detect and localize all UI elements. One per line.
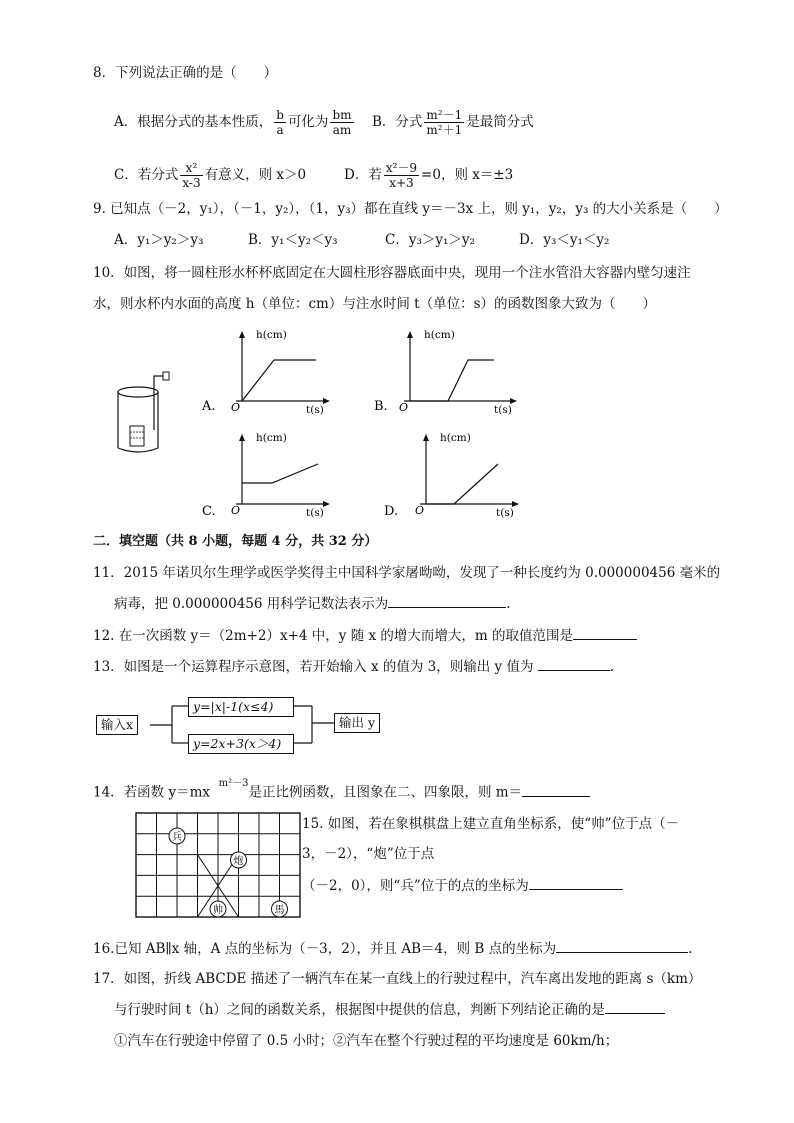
q14-post: 是正比例函数，且图象在二、四象限，则 m＝ [248, 784, 523, 801]
graph-b-xlabel: t(s) [494, 404, 512, 416]
q13 [93, 658, 614, 676]
graph-a [200, 325, 335, 425]
piece-ma [272, 901, 288, 917]
q13-end: . [609, 659, 615, 675]
q8-b-text: B．分式 [372, 114, 423, 130]
q9-option-b: B．y₁＜y₂＜y₃ [248, 232, 338, 248]
piece-bing [169, 828, 185, 844]
q9-option-a: A．y₁＞y₂＞y₃ [114, 232, 204, 248]
q17-line2 [114, 1001, 665, 1019]
q16-answer-blank[interactable] [556, 940, 688, 953]
input-x-box: 输入x [96, 715, 138, 735]
cup-in-container-figure [110, 370, 180, 458]
q16 [93, 940, 692, 958]
q13-text: 13．如图是一个运算程序示意图，若开始输入 x 的值为 3，则输出 y 值为 [93, 659, 534, 675]
q9-stem: 9. 已知点（－2，y₁），（－1，y₂），（1，y₃）都在直线 y＝－3x 上，则 y₁，y₂，y₃ 的大小关系是（ ） [93, 201, 728, 217]
q15-line3 [302, 877, 623, 895]
q8-b-post: 是最简分式 [466, 114, 534, 130]
graph-c-ylabel: h(cm) [256, 432, 287, 444]
piece-shuai [210, 901, 226, 917]
q8-a-mid: 可化为 [287, 114, 329, 130]
graph-c-xlabel: t(s) [306, 507, 324, 519]
q11-text: 病毒，把 0.000000456 用科学记数法表示为 [114, 596, 389, 612]
graph-d-origin: O [415, 504, 425, 517]
q11-answer-blank[interactable] [388, 595, 506, 608]
q8-a-text: A．根据分式的基本性质， [114, 114, 273, 130]
q8-c-post: 有意义，则 x＞0 [204, 167, 307, 183]
q13-answer-blank[interactable] [538, 658, 610, 671]
graph-b-ylabel: h(cm) [424, 329, 455, 341]
q15-answer-blank[interactable] [529, 877, 623, 890]
q15-text: （－2，0），则“兵”位于的点的坐标为 [302, 878, 529, 894]
q8-d-text: D．若 [344, 167, 382, 183]
q8-option-b [372, 108, 534, 137]
graph-b [372, 325, 527, 425]
svg-text:兵: 兵 [172, 832, 182, 843]
q8-stem: 8．下列说法正确的是（ ） [93, 65, 278, 81]
q16-end: . [688, 941, 693, 957]
fraction-b: $\frac{\text{m²－1}}{\text{m²＋1}}$ [426, 108, 463, 137]
q15-line2: 3，－2），“炮”位于点 [302, 846, 435, 862]
formula-box-bottom: y=2x+3(x＞4) [188, 734, 294, 754]
graph-a-line [242, 360, 316, 401]
graph-b-line [410, 360, 494, 401]
q12-text: 12. 在一次函数 y＝（2m+2）x+4 中，y 随 x 的增大而增大，m 的取值范围是 [93, 628, 573, 644]
graph-a-xlabel: t(s) [306, 404, 324, 416]
graph-d-line [426, 464, 498, 504]
q17-line1: 17．如图，折线 ABCDE 描述了一辆汽车在某一直线上的行驶过程中，汽车离出发地的距离 s（km） [93, 971, 702, 987]
graph-c-line [242, 464, 318, 483]
graph-d [382, 428, 527, 523]
q12 [93, 627, 637, 645]
q9-option-c: C．y₃＞y₁＞y₂ [385, 232, 475, 248]
section-2-heading: 二．填空题（共 8 小题，每题 4 分，共 32 分） [93, 534, 378, 549]
formula-box-top: y=|x|-1(x≤4) [188, 697, 294, 717]
output-y-box: 输出 y [334, 713, 380, 733]
chessboard-figure [133, 810, 303, 922]
q15-line1: 15. 如图，若在象棋棋盘上建立直角坐标系，使“帅”位于点（－ [302, 816, 680, 832]
graph-b-label: B. [374, 399, 388, 414]
fraction-d: $\frac{\text{x²－9}}{x+3}$ [385, 161, 418, 190]
q8-c-text: C．若分式 [114, 167, 179, 183]
svg-text:馬: 馬 [274, 905, 285, 916]
piece-pao [231, 852, 247, 868]
graph-a-origin: O [231, 401, 241, 414]
q17-answer-blank[interactable] [605, 1001, 665, 1014]
q17-line3: ①汽车在行驶途中停留了 0.5 小时；②汽车在整个行驶过程的平均速度是 60km/h； [114, 1033, 619, 1049]
q8-option-d [344, 161, 513, 190]
q10-line2: 水，则水杯内水面的高度 h（单位：cm）与注水时间 t（单位：s）的函数图象大致为（ ） [93, 296, 656, 312]
q8-option-a [114, 108, 356, 137]
graph-c [200, 428, 335, 523]
fraction-c: $\frac{\text{x²}}{x-3}$ [182, 161, 201, 190]
q11-end: . [506, 596, 511, 612]
q14 [93, 780, 590, 802]
graph-d-label: D. [384, 504, 399, 519]
q8-option-c [114, 161, 306, 190]
q14-answer-blank[interactable] [522, 784, 590, 797]
q9-option-d: D．y₃＜y₁＜y₂ [519, 232, 610, 248]
fraction-bm-over-am: $\frac{bm}{am}$ [332, 108, 352, 137]
fraction-b-over-a: $\frac{b}{a}$ [276, 108, 284, 137]
graph-d-ylabel: h(cm) [440, 432, 471, 444]
q16-text: 16.已知 AB∥x 轴，A 点的坐标为（－3，2），并且 AB＝4，则 B 点的坐标为 [93, 941, 557, 957]
graph-a-label: A. [202, 399, 216, 414]
q12-answer-blank[interactable] [573, 627, 637, 640]
svg-text:帅: 帅 [213, 905, 223, 916]
svg-text:炮: 炮 [233, 856, 244, 867]
graph-c-origin: O [231, 504, 241, 517]
graph-b-origin: O [399, 401, 409, 414]
q11-line1: 11．2015 年诺贝尔生理学或医学奖得主中国科学家屠呦呦，发现了一种长度约为 0.000000456 毫米的 [93, 565, 721, 581]
q14-exponent: m²－3 [218, 778, 249, 789]
q10-line1: 10．如图，将一圆柱形水杯杯底固定在大圆柱形容器底面中央，现用一个注水管沿大容器内壁匀速注 [93, 265, 691, 281]
graph-d-xlabel: t(s) [496, 507, 514, 519]
graph-a-ylabel: h(cm) [256, 329, 287, 341]
q11-line2 [114, 595, 511, 613]
graph-c-label: C. [202, 504, 216, 519]
q14-pre: 14．若函数 y＝mx [93, 784, 211, 801]
q8-d-post: =0，则 x＝±3 [421, 167, 514, 183]
q17-text: 与行驶时间 t（h）之间的函数关系，根据图中提供的信息，判断下列结论正确的是 [114, 1002, 605, 1018]
